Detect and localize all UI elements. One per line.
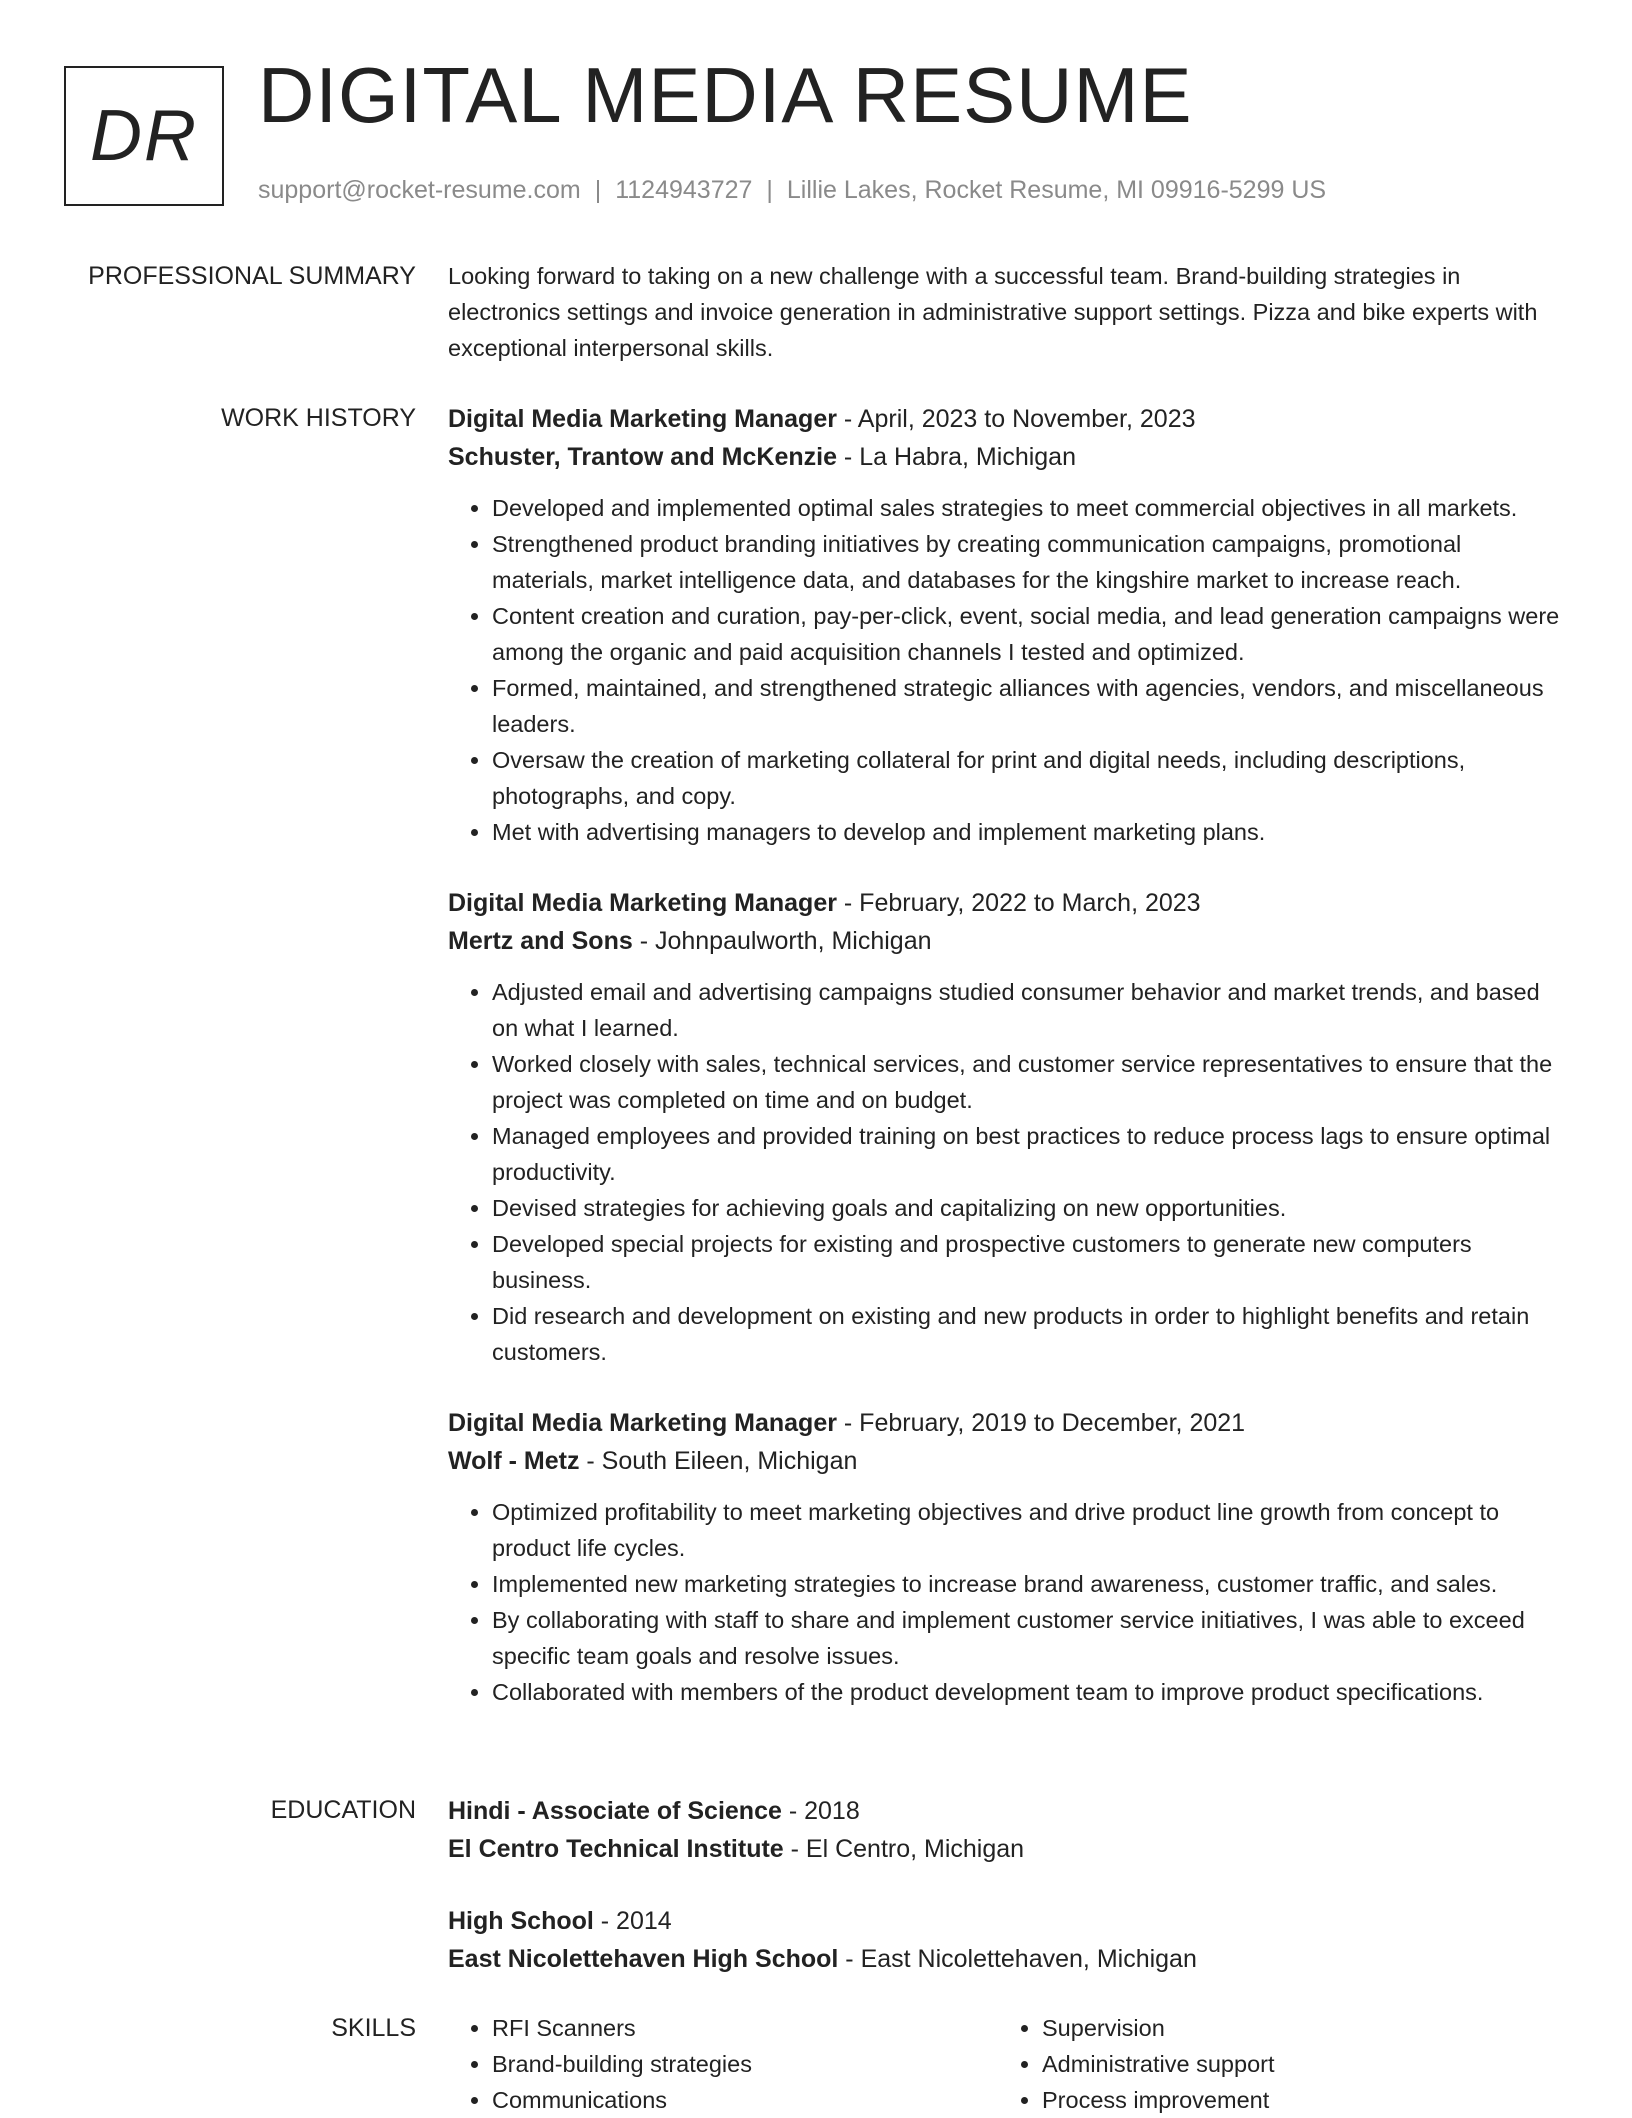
education-entry xyxy=(448,1902,1568,1978)
job-location: - South Eileen, Michigan xyxy=(579,1447,858,1475)
list-item: • Oversaw the creation of marketing collateral for print and digital needs, including descriptions, photographs, and copy. xyxy=(492,742,1568,814)
contact-separator: | xyxy=(766,176,773,204)
contact-address: Lillie Lakes, Rocket Resume, MI 09916-5299 US xyxy=(786,176,1327,204)
job-title: Digital Media Marketing Manager xyxy=(448,405,837,433)
education-school: East Nicolettehaven High School xyxy=(448,1945,839,1973)
education-degree: High School xyxy=(448,1907,594,1935)
job-dates: - February, 2022 to March, 2023 xyxy=(836,889,1201,917)
job-entry xyxy=(448,884,1568,1370)
list-item: • Developed and implemented optimal sales strategies to meet commercial objectives in all markets. xyxy=(492,490,1568,526)
list-item: • By collaborating with staff to share and implement customer service initiatives, I was able to exceed specific team goals and resolve issues. xyxy=(492,1602,1568,1674)
list-item: • Collaborated with members of the product development team to improve product specifications. xyxy=(492,1674,1568,1710)
list-item: • Met with advertising managers to develop and implement marketing plans. xyxy=(492,814,1568,850)
education-school: El Centro Technical Institute xyxy=(448,1835,784,1863)
list-item: • Content creation and curation, pay-per-click, event, social media, and lead generation campaigns were among the organic and paid acquisition channels I tested and optimized. xyxy=(492,598,1568,670)
list-item: • Brand-building strategies xyxy=(492,2046,998,2082)
job-company: Mertz and Sons xyxy=(448,927,633,955)
list-item: • Implemented new marketing strategies to increase brand awareness, customer traffic, and sales. xyxy=(492,1566,1568,1602)
job-dates: - April, 2023 to November, 2023 xyxy=(836,405,1196,433)
contact-email[interactable]: support@rocket-resume.com xyxy=(258,176,581,204)
list-item: • Strengthened product branding initiatives by creating communication campaigns, promotional materials, market intelligence data, and databases for the kingshire market to increase reach. xyxy=(492,526,1568,598)
list-item: • Process improvement xyxy=(1042,2082,1548,2118)
list-item: • Managed employees and provided training on best practices to reduce process lags to ensure optimal productivity. xyxy=(492,1118,1568,1190)
job-location: - La Habra, Michigan xyxy=(836,443,1076,471)
resume-title: DIGITAL MEDIA RESUME xyxy=(258,51,1193,139)
education-degree: Hindi - Associate of Science xyxy=(448,1797,782,1825)
job-location: - Johnpaulworth, Michigan xyxy=(632,927,932,955)
list-item: • Did research and development on existing and new products in order to highlight benefits and retain customers. xyxy=(492,1298,1568,1370)
list-item: • Developed special projects for existing and prospective customers to generate new computers business. xyxy=(492,1226,1568,1298)
job-company: Wolf - Metz xyxy=(448,1447,580,1475)
contact-separator: | xyxy=(594,176,602,204)
skills-heading: SKILLS xyxy=(331,2014,416,2042)
list-item: • Adjusted email and advertising campaigns studied consumer behavior and market trends, and based on what I learned. xyxy=(492,974,1568,1046)
list-item: • Optimized profitability to meet marketing objectives and drive product line growth from concept to product life cycles. xyxy=(492,1494,1568,1566)
education-heading: EDUCATION xyxy=(270,1796,416,1824)
skills-column-right xyxy=(998,2010,1548,2118)
list-item: • Formed, maintained, and strengthened strategic alliances with agencies, vendors, and miscellaneous leaders. xyxy=(492,670,1568,742)
job-entry xyxy=(448,1404,1568,1710)
job-bullets xyxy=(448,1494,1568,1710)
job-bullets xyxy=(448,490,1568,850)
job-entry xyxy=(448,400,1568,850)
list-item: • Administrative support xyxy=(1042,2046,1548,2082)
job-bullets xyxy=(448,974,1568,1370)
list-item: • Devised strategies for achieving goals and capitalizing on new opportunities. xyxy=(492,1190,1568,1226)
education-location: - East Nicolettehaven, Michigan xyxy=(838,1945,1197,1973)
job-title: Digital Media Marketing Manager xyxy=(448,1409,837,1437)
education-location: - El Centro, Michigan xyxy=(783,1835,1025,1863)
list-item: • RFI Scanners xyxy=(492,2010,998,2046)
education-entry xyxy=(448,1792,1568,1868)
education-year: - 2014 xyxy=(593,1907,672,1935)
monogram-initials: DR xyxy=(90,96,198,176)
monogram-logo xyxy=(64,66,224,206)
contact-line xyxy=(258,176,1326,205)
list-item: • Supervision xyxy=(1042,2010,1548,2046)
work-history-heading: WORK HISTORY xyxy=(221,404,416,432)
job-dates: - February, 2019 to December, 2021 xyxy=(836,1409,1246,1437)
skills-column-left xyxy=(448,2010,998,2118)
education-year: - 2018 xyxy=(781,1797,860,1825)
summary-heading: PROFESSIONAL SUMMARY xyxy=(88,262,416,290)
list-item: • Worked closely with sales, technical services, and customer service representatives to ensure that the project was completed on time and on budget. xyxy=(492,1046,1568,1118)
summary-text: Looking forward to taking on a new challenge with a successful team. Brand-building strategies in electronics settings and invoice generation in administrative support settings. Pizza and bike experts with exceptional interpersonal skills. xyxy=(448,263,1538,361)
job-company: Schuster, Trantow and McKenzie xyxy=(448,443,837,471)
contact-phone[interactable]: 1124943727 xyxy=(615,176,753,204)
list-item: • Communications xyxy=(492,2082,998,2118)
job-title: Digital Media Marketing Manager xyxy=(448,889,837,917)
